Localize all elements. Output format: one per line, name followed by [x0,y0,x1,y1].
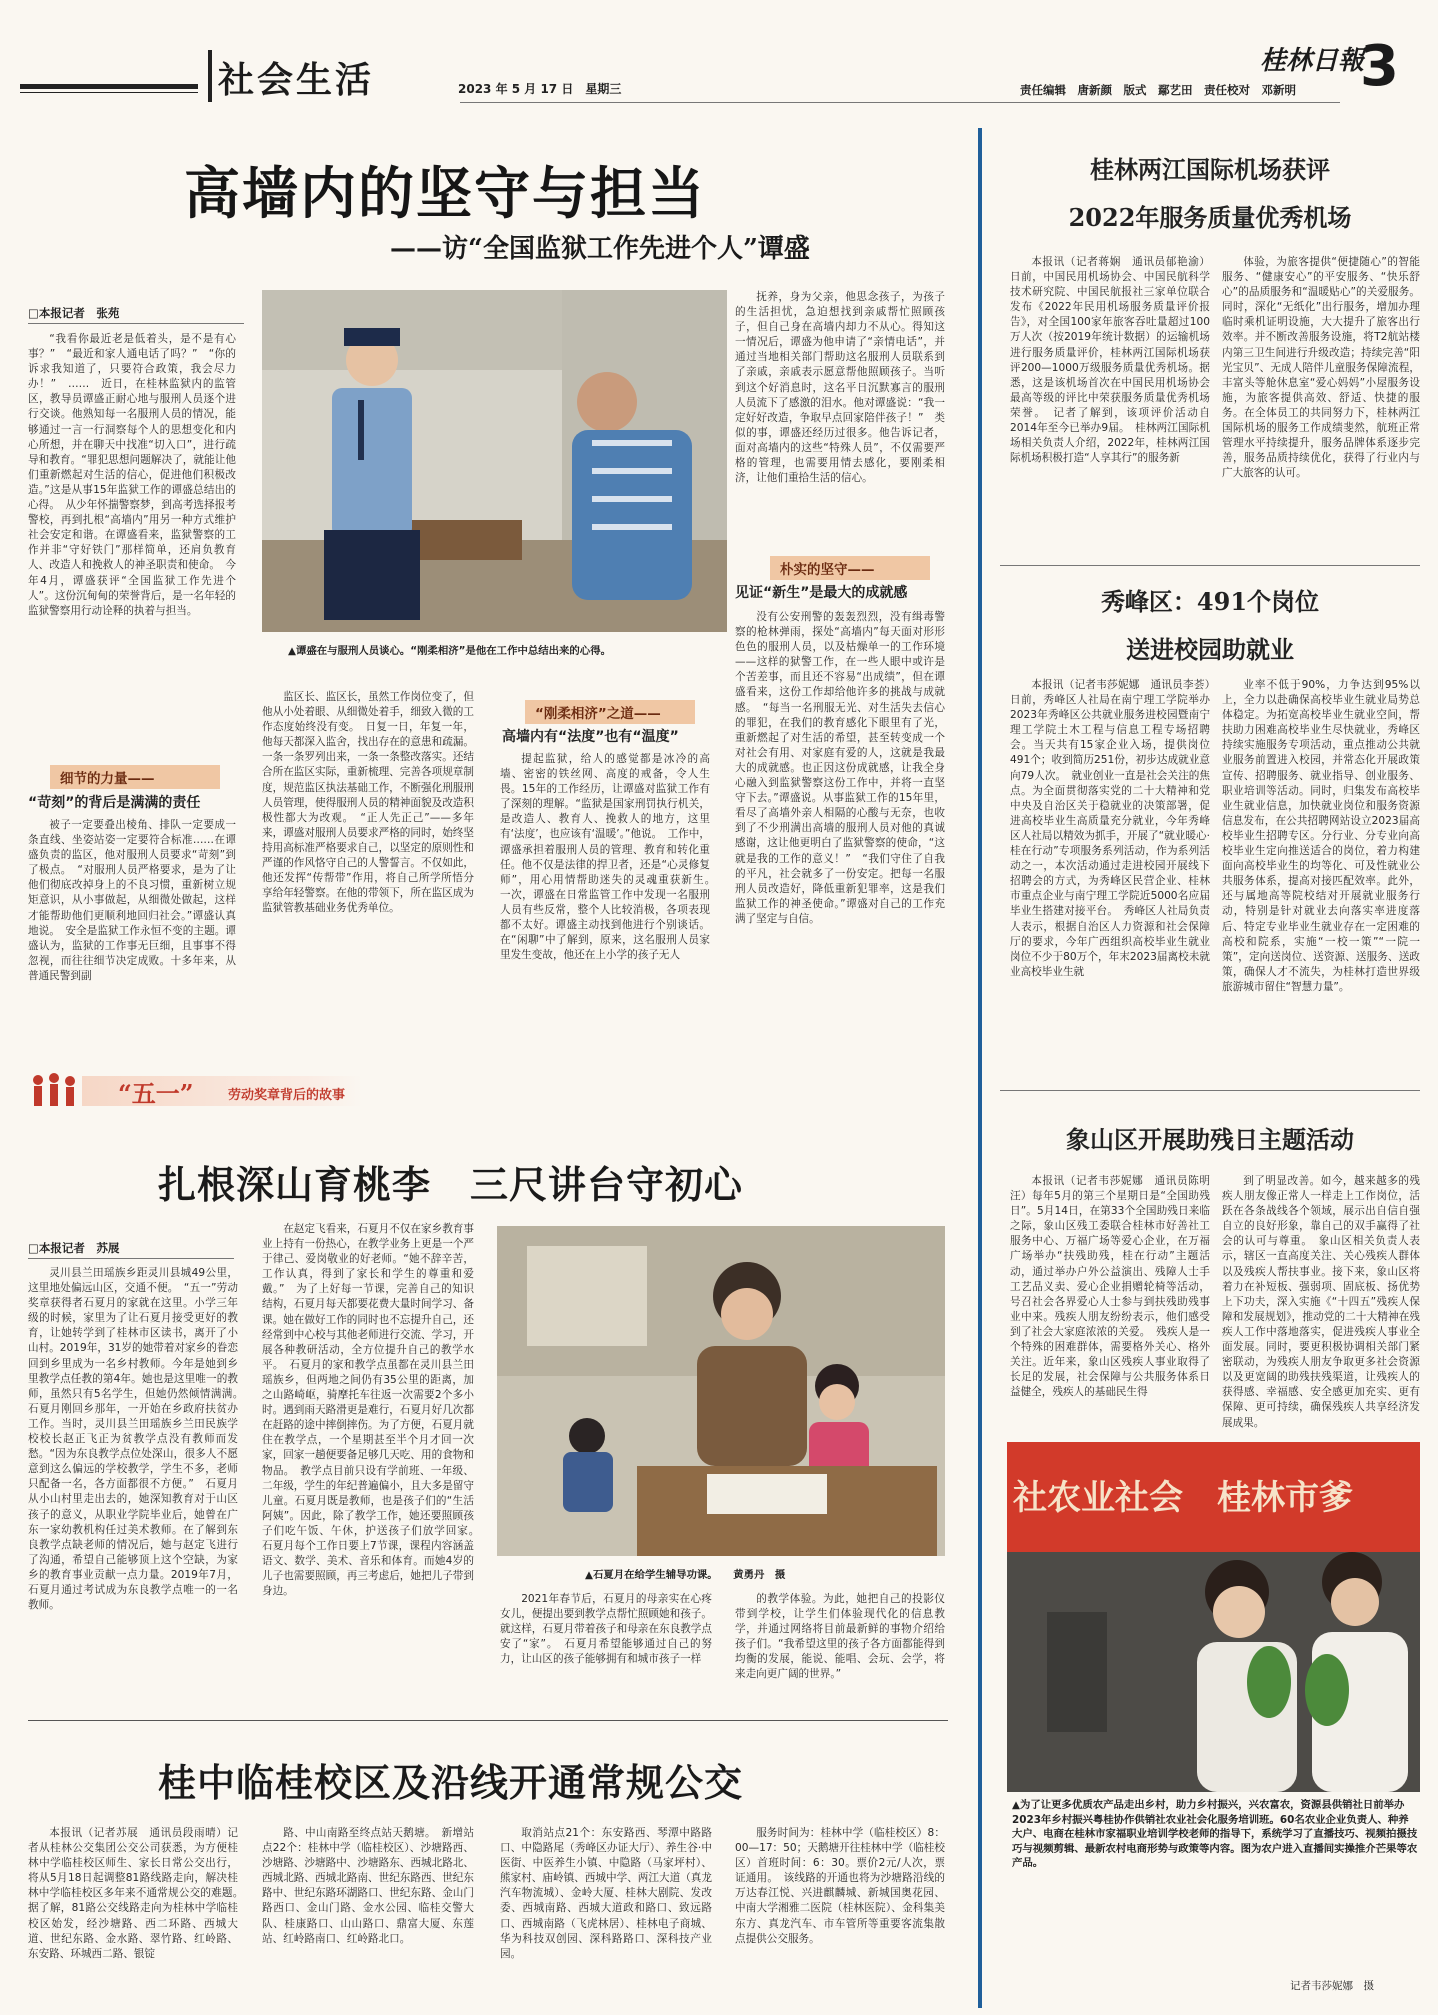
airport-col1: 本报讯（记者蒋娴 通讯员郁艳渝）日前，中国民用机场协会、中国民航科学技术研究院、中国民航报社三家单位联合发布《2022年民用机场服务质量评价报告》，对全国100家年旅客吞吐量超过100万人次（按2019年统计数据）的运输机场进行服务质量评价，桂林两江国际机场获评200—1000万级服务质量优秀机场。据悉，这是该机场首次在中国民用机场协会最高等级的评比中荣获服务质量优秀机场荣誉。 记者了解到，该项评价活动自2014年至今已举办9届。 桂林两江国际机场相关负责人介绍，2022年，桂林两江国际机场积极打造“人享其行”的服务新 [1010,256,1210,465]
teacher-article-title: 扎根深山育桃李 三尺讲台守初心 [158,1162,744,1207]
lead-subhead2-box: “刚柔相济”之道—— [525,700,695,724]
paper-name: 桂林日報 [1260,46,1365,76]
farm-photo-caption: ▲为了让更多优质农产品走出乡村，助力乡村振兴，兴农富农，资源县供销社日前举办2023年乡村振兴粤桂协作供销社农业社会化服务培训班。60名农业企业负责人、种养大户、电商在桂林市家福职业培训学校老师的指导下，系统学习了直播技巧、视频拍摄技巧与视频剪辑、最新农村电商形势与政策等内容。图为农户进入直播间实操推介芒果等农产品。 [1012,1799,1418,1869]
banner-title: “五一” [118,1079,194,1108]
bus-col2: 路、中山南路至终点站天鹅塘。 新增站点22个：桂林中学（临桂校区）、沙塘路西、沙塘路、沙塘路中、沙塘路东、西城北路北、西城北路、西城北路南、世纪东路西、世纪东路中、世纪东路环湖路口、世纪东路、金山门路西口、金山门路、金水公园、临桂交警大队、桂康路口、山山路口、鼎富大厦、东莲站、红岭路南口、红岭路北口。 [262,1827,474,1945]
lead-subhead3-line: 见证“新生”是最大的成就感 [735,585,908,601]
jobs-col1: 本报讯（记者韦莎妮娜 通讯员李荟）日前，秀峰区人社局在南宁理工学院举办2023年秀峰区公共就业服务进校园暨南宁理工学院土木工程与信息工程专场招聘会。当天共有15家企业入场，提供岗位491个；收到简历251份，初步达成就业意向79人次。 就业创业一直是社会关注的焦点。为全面贯彻落实党的二十大精神和党中央及自治区关于稳就业的决策部署，促进高校毕业生高质量充分就业，今年秀峰区人社局以精效为抓手，开展了“就业暖心·桂在行动”专项服务系列活动，作为系列活动之一，本次活动通过走进校园开展线下招聘会的方式，为秀峰区民营企业、桂林市重点企业与南宁理工学院近5000名应届毕业生搭建对接平台。 秀峰区人社局负责人表示，根据自治区人力资源和社会保障厅的要求，今年广西组织高校毕业生就业岗位不少于80万个，年末2023届离校未就业高校毕业生就 [1010,679,1210,978]
farm-photo-credit: 记者韦莎妮娜 摄 [1290,1980,1374,1992]
lead-col2a: 监区长、监区长，虽然工作岗位变了，但他从小处着眼、从细微处着手，细致入微的工作态度始终没有变。 日复一日，年复一年，他每天都深入监舍，找出存在的意患和疏漏。一条一条罗列出来，一条一条整改落实。还结合所在监区实际，重新梳理、完善各项规章制度，规范监区执法基础工作，不断强化刑服刑人员管理，使得服刑人员的精神面貌及改造积极性都大为改观。 “正人先正己”——多年来，谭盛对服刑人员要求严格的同时，始终坚持用高标准严格要求自己，以坚定的原则性和严谨的作风恪守自己的人警誓言。不仅如此，他还发挥“传帮带”作用，将自己所学所悟分享给年轻警察。在他的带领下，所在监区成为监狱管教基础业务优秀单位。 [262,691,474,915]
section-divider [208,50,212,102]
lead-photo [262,290,727,632]
bus-col3: 取消站点21个：东安路西、琴潭中路路口、中隐路尾（秀峰区办证大厅）、养生谷·中医街、中医养生小镇、中隐路（马家坪村）、熊家村、庙岭镇、西城中学、两江大道（真龙汽车物流城）、金岭大厦、桂林大剧院、发改委、西城南路、西城大道政和路口、致远路口、西城南路（飞虎林居）、桂林电子商城、华为科技双创园、深科路路口、深科技产业园。 [500,1827,712,1960]
right-column-rule [978,128,982,2008]
section-bar-thin [20,92,198,93]
bus-article-title: 桂中临桂校区及沿线开通常规公交 [158,1760,744,1805]
jobs-title-line2: 送进校园助就业 [1126,635,1294,664]
bus-col1: 本报讯（记者苏展 通讯员段雨晴）记者从桂林公交集团公交公司获悉，为方便桂林中学临桂校区师生、家长日常公交出行，将从5月18日起调整81路线路走向，解决桂林中学临桂校区多年来不通常规公交的难题。 据了解，81路公交线路走向为桂林中学临桂校区始发，经沙塘路、西二环路、西城大道、世纪东路、金水路、翠竹路、红岭路、东安路、环城西二路、银锭 [28,1827,249,1960]
teacher-col2: 在赵定飞看来，石夏月不仅在家乡教育事业上持有一份热心，在教学业务上更是一个严于律己、爱岗敬业的好老师。“她不辞辛苦，工作认真，得到了家长和学生的尊重和爱戴。” 为了上好每一节课，完善自己的知识结构，石夏月每天都要花费大量时间学习、备课。她在做好工作的同时也不忘提升自己，还经常到中心校与其他老师进行交流、学习，开展各种教研活动，全方位提升自己的教学水平。 石夏月的家和教学点虽都在灵川县兰田瑶族乡，但两地之间仍有35公里的距离，加之山路崎岖，骑摩托车往返一次需要2个多小时。遇到雨天路滑更是难行，石夏月好几次都在赶路的途中摔倒摔伤。为了方便，石夏月就住在教学点，一个星期甚至半个月才回一次家，回家一趟便要备足够几天吃、用的食物和物品。 教学点目前只设有学前班、一年级、二年级，学生的年纪普遍偏小，且大多是留守儿童。石夏月既是教师，也是孩子们的“生活阿姨”。因此，除了教学工作，她还要照顾孩子们吃午饭、午休，护送孩子们放学回家。 石夏月每个工作日要上7节课，课程内容涵盖语文、数学、美术、音乐和体育。而她4岁的儿子也需要照顾，再三考虑后，她把儿子带到身边。 [262,1223,485,1598]
header-bottom-rule [460,102,1340,103]
lead-col2b: 提起监狱，给人的感觉都是冰冷的高墙、密密的铁丝网、高度的戒备，令人生畏。15年的工作经历，让谭盛对监狱工作有了深刻的理解。“监狱是国家刑罚执行机关，是改造人、教育人、挽救人的地方，这里有‘法度’，也应该有‘温暖’。”他说。 工作中，谭盛承担着服刑人员的管理、教育和转化重任。他不仅是法律的捍卫者，还是“心灵修复师”，用心用情帮助迷失的灵魂重获新生。 一次，谭盛在日常监管工作中发现一名服刑人员有些反常，整个人比较消极，各项表现都不太好。谭盛主动找到他进行个别谈话。在“闲聊”中了解到，原来，这名服刑人员家里发生变故，他还在上小学的孩子无人 [500,753,721,962]
section-title: 社会生活 [218,59,375,101]
byline-rule [28,323,244,324]
jobs-bottom-rule [1000,1090,1420,1091]
lead-subhead3-box: 朴实的坚守—— [770,556,930,580]
xiangshan-title: 象山区开展助残日主题活动 [1066,1125,1354,1154]
teacher-col1: 灵川县兰田瑶族乡距灵川县城49公里，这里地处偏远山区，交通不便。 “五一”劳动奖章获得者石夏月的家就在这里。小学三年级的时候，家里为了让石夏月接受更好的教育，让她转学到了桂林市区读书，离开了小山村。2019年，31岁的她带着对家乡的眷恋回到乡里成为一名乡村教师。今年是她到乡里教学点任教的第4年。她也是这里唯一的教师，虽然只有5名学生，但她仍然倾情满满。 石夏月刚回乡那年，一开始在乡政府扶贫办工作。当时，灵川县兰田瑶族乡兰田民族学校校长赵正飞正为贫教学点没有教师而发愁。“因为东良教学点位处深山，很多人不愿意到这么偏远的学校教学，学生不多，老师只配备一名，各方面都很不方便。” 石夏月从小山村里走出去的，她深知教育对于山区孩子的意义，从职业学院毕业后，她曾在广东一家幼教机构任过美术教师。在了解到东良教学点缺老师的情况后，她与赵定飞进行了沟通，希望自己能够顶上这个空缺，为家乡的教育事业贡献一点力量。2019年7月，石夏月通过考试成为东良教学点唯一的一名教师。 [28,1267,249,1612]
section-bar-thick [20,84,198,89]
lead-article-title: 高墙内的坚守与担当 [184,161,706,227]
lead-byline: □本报记者 张苑 [28,306,120,320]
farm-livestream-photo [1007,1442,1420,1792]
jobs-title-line1: 秀峰区：491个岗位 [1100,587,1320,616]
banner-tagline: 劳动奖章背后的故事 [228,1088,346,1103]
issue-date: 2023 年 5 月 17 日 星期三 [458,82,622,96]
section-header [20,34,1420,105]
lead-subhead2-line: 高墙内有“法度”也有“温度” [502,729,679,745]
teacher-photo-caption: ▲石夏月在给学生辅导功课。 黄勇丹 摄 [585,1569,786,1581]
page-number: 3 [1360,34,1399,99]
airport-bottom-rule [1000,565,1420,566]
xiangshan-col2: 到了明显改善。如今，越来越多的残疾人朋友像正常人一样走上工作岗位，活跃在各条战线各个领域，展示出自信自强自立的良好形象，靠自己的双手赢得了社会的认可与尊重。 象山区相关负责人表示，辖区一直高度关注、关心残疾人群体以及残疾人帮扶事业。接下来，象山区将着力在补短板、强弱项、固底板、扬优势上下功夫，深入实施《“十四五”残疾人保障和发展规划》，推动党的二十大精神在残疾人工作中落地落实，促进残疾人事业全面发展。同时，要更积极协调相关部门紧密联动，为残疾人朋友争取更多社会资源以及更宽阔的助残扶残渠道，让残疾人的获得感、幸福感、安全感更加充实、更有保障、更可持续，确保残疾人共享经济发展成果。 [1222,1175,1420,1429]
teacher-student-illustration [497,1226,945,1556]
teacher-col3: 2021年春节后，石夏月的母亲实在心疼女儿，便提出要到教学点帮忙照顾她和孩子。就这样，石夏月带着孩子和母亲在东良教学点安了“家”。 石夏月希望能够通过自己的努力，让山区的孩子能够拥有和城市孩子一样 [500,1593,712,1666]
lead-col1b: 被子一定要叠出棱角、排队一定要成一条直线、坐姿站姿一定要符合标准……在谭盛负责的监区，他对服刑人员要求“苛刻”到了极点。 “对服刑人员严格要求，是为了让他们彻底改掉身上的不良习惯，重新树立规矩意识，从小事做起，从细微处做起，这样才能帮助他们更顺利地回归社会。”谭盛认真地说。 安全是监狱工作永恒不变的主题。谭盛认为，监狱的工作事无巨细，且事事不得忽视，而往往细节决定成败。十多年来，从普通民警到副 [28,819,236,982]
workers-icon [28,1072,78,1112]
jobs-col2: 业率不低于90%，力争达到95%以上，全力以赴确保高校毕业生就业局势总体稳定。为拓宽高校毕业生就业空间，帮扶助力困难高校毕业生尽快就业，秀峰区持续实施服务专项活动，重点推动公共就业服务前置进入校园，并常态化开展政策宣传、招聘服务、就业指导、创业服务、职业培训等活动。同时，归集发布高校毕业生就业信息，加快就业岗位和服务资源信息发布，在公共招聘网站设立2023届高校毕业生招聘专区。分行业、分专业向高校毕业生定向推送适合的岗位，着力构建面向高校毕业生的均等化、可及性就业公共服务体系，提高对接匹配效率。此外，还与属地高等院校结对开展就业服务行动，特别是针对就业去向落实率进度落后、特定专业毕业生就业存在一定困难的高校和院系，实施“一校一策”“一院一策”，定向送岗位、送资源、送服务、送政策，确保人才不流失，为桂林打造世界级旅游城市留住“智慧力量”。 [1222,679,1420,993]
airport-col2: 体验，为旅客提供“便捷随心”的智能服务、“健康安心”的平安服务、“快乐舒心”的品质服务和“温暖贴心”的关爱服务。同时，深化“无纸化”出行服务，增加办理临时乘机证明设施，大大提升了旅客出行效率。并不断改善服务设施，将T2航站楼内第三卫生间进行升级改造；持续完善“阳光宝贝”、无成人陪伴儿童服务保障流程，丰富头等舱休息室“爱心妈妈”小屋服务设施，为旅客提供高效、舒适、快捷的服务。在全体员工的共同努力下，桂林两江国际机场的服务工作成绩斐然，航班正常管理水平持续提升，服务品牌体系逐步完善，服务品质持续优化，获得了行业内与广大旅客的认可。 [1222,256,1420,480]
teacher-photo [497,1226,945,1556]
lead-article-subtitle: ——访“全国监狱工作先进个人”谭盛 [390,234,810,264]
labor-day-banner [28,1070,368,1114]
xiangshan-col1: 本报讯（记者韦莎妮娜 通讯员陈明汪）每年5月的第三个星期日是“全国助残日”。5月14日，在第33个全国助残日来临之际，象山区残工委联合桂林市好善社工服务中心、万福广场等爱心企业，在万福广场举办“扶残助残，桂在行动”主题活动，通过举办户外公益演出、残障人士手工艺品义卖、爱心企业捐赠轮椅等活动，号召社会各界爱心人士参与到扶残助残事业中来。残疾人朋友纷纷表示，他们感受到了社会大家庭浓浓的关爱。 残疾人是一个特殊的困难群体，需要格外关心、格外关注。近年来，象山区残疾人事业取得了长足的发展，社会保障与公共服务体系日益健全，残疾人的基础民生得 [1010,1175,1210,1399]
lead-col3a: 抚养，身为父亲，他思念孩子，为孩子的生活担忧，急迫想找到亲戚帮忙照顾孩子，但自己身在高墙内却力不从心。得知这一情况后，谭盛为他申请了“亲情电话”，并通过当地相关部门帮助这名服刑人员联系到了亲戚，亲戚表示愿意帮他照顾孩子。当听到这个好消息时，这名平日沉默寡言的服刑人员流下了感激的泪水。他对谭盛说：“我一定好好改造，争取早点回家陪伴孩子！” 类似的事，谭盛还经历过很多。他告诉记者，面对高墙内的这些“特殊人员”，不仅需要严格的管理，也需要用情去感化，要刚柔相济，让他们重拾生活的信心。 [735,291,945,485]
airport-title-line1: 桂林两江国际机场获评 [1090,155,1330,184]
teacher-byline-rule [28,1258,234,1259]
bus-col4: 服务时间为：桂林中学（临桂校区）8：00—17：50；天鹅塘开往桂林中学（临桂校区）首班时间：6：30。票价2元/人次，票证通用。 该线路的开通也将为沙塘路沿线的万达春江悦、兴进麒麟城、新城国奥花园、中南大学湘雅二医院（桂林医院）、金科集美东方、真龙汽车、市车管所等重要客流集散点提供公交服务。 [735,1827,945,1945]
lead-photo-caption: ▲谭盛在与服刑人员谈心。“刚柔相济”是他在工作中总结出来的心得。 [288,645,611,657]
editors-credit: 责任编辑 唐新颜 版式 鄢艺田 责任校对 邓新明 [1020,83,1296,97]
bus-top-rule [28,1720,948,1721]
officer-inmate-illustration [262,290,727,632]
lead-col1: “我看你最近老是低着头，是不是有心事？” “最近和家人通电话了吗？” “你的诉求我知道了，只要符合政策，我会尽力办！” …… 近日，在桂林监狱内的监管区，教导员谭盛正耐心地与服刑人员逐个进行交谈。他熟知每一名服刑人员的情况，能够通过一言一行洞察每个人的思想变化和内心所想，并在聊天中找准“切入口”，进行疏导和教育。“罪犯思想问题解决了，就能让他们重新燃起对生活的信心，促进他们积极改造。”这是从事15年监狱工作的谭盛总结出的心得。 从少年怀揣警察梦，到高考选择报考警校，再到扎根“高墙内”用另一种方式维护社会安定和谐。在谭盛看来，监狱警察的工作并非“守好铁门”那样简单，还肩负教育人、改造人和挽救人的神圣职责和使命。 今年4月，谭盛获评“全国监狱工作先进个人”。这份沉甸甸的荣誉背后，是一名年轻的监狱警察用行动诠释的执着与担当。 [28,333,236,617]
teacher-col4: 的教学体验。为此，她把自己的投影仪带到学校，让学生们体验现代化的信息教学，并通过网络将目前最新鲜的事物介绍给孩子们。“我希望这里的孩子各方面都能得到均衡的发展，能说、能唱、会玩、会学，将来走向更广阔的世界。” [735,1593,945,1681]
photo-sign-text: 社农业社会 桂林市爹 [1013,1478,1353,1518]
teacher-byline: □本报记者 苏展 [28,1241,120,1255]
lead-col3b: 没有公安刑警的轰轰烈烈，没有缉毒警察的枪林弹雨，探处“高墙内”每天面对形形色色的服刑人员，以及枯燥单一的工作环境——这样的狱警工作，在一些人眼中或许是个苦差事，而且还不容易“出成绩”，但在谭盛看来，这份工作却给他许多的挑战与成就感。 “每当一名刑服无光、对生活失去信心的罪犯，在我们的教育感化下眼里有了光，重新燃起了对生活的希望，甚至转变成一个对社会有用、对家庭有爱的人，这就是我最大的成就感。也正因这份成就感，让我全身心融入到监狱警察这份工作中，并将一直坚守下去。”谭盛说。从事监狱工作的15年里，看尽了高墙外亲人相隔的心酸与无奈，也收到了不少刑满出高墙的服刑人员对他的真诚感谢，这让他更明白了监狱警察的使命，“这就是我的工作的意义！” “我们守住了自我的平凡，社会就多了一份安定。把每一名服刑人员改造好，降低重新犯罪率，这是我们监狱工作的神圣使命。”谭盛对自己的工作充满了坚定与自信。 [735,611,945,925]
lead-subhead1-box: 细节的力量—— [50,765,220,789]
lead-subhead1-line: “苛刻”的背后是满满的责任 [28,795,201,811]
airport-title-line2: 2022年服务质量优秀机场 [1068,203,1352,232]
